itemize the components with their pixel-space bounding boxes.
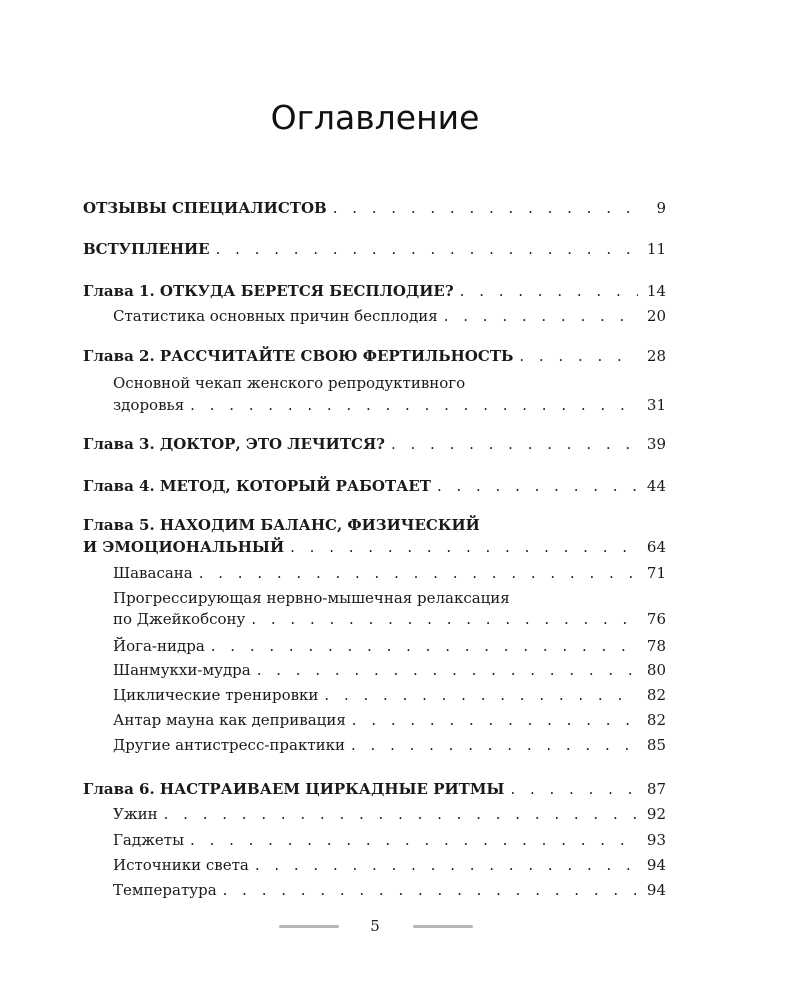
toc-entry-page: 85 [646,736,666,754]
page-number: 5 [370,917,380,935]
toc-subentry[interactable] [113,304,666,328]
dot-leader [352,708,638,732]
toc-subentry[interactable] [113,658,666,682]
dot-leader [211,634,638,658]
toc-subentry[interactable] [113,853,666,877]
toc-entry-label: Глава 6. НАСТРАИВАЕМ ЦИРКАДНЫЕ РИТМЫ [83,780,505,798]
toc-entry-label: Глава 3. ДОКТОР, ЭТО ЛЕЧИТСЯ? [83,435,385,453]
toc-entry-label: ВСТУПЛЕНИЕ [83,240,210,258]
toc-subentry[interactable] [113,733,666,757]
dot-leader [190,393,638,417]
toc-entry-label: Статистика основных причин бесплодия [113,307,438,325]
toc-entry-page: 31 [646,396,666,414]
dot-leader [251,607,638,631]
toc-subentry[interactable] [113,393,666,417]
toc-entry[interactable] [83,237,666,261]
footer-divider-right [413,925,473,928]
dot-leader [444,304,638,328]
toc-subentry[interactable] [113,683,666,707]
dot-leader [460,279,638,303]
toc-entry[interactable] [83,344,666,368]
toc-entry-page: 87 [646,780,666,798]
toc-entry-label: Источники света [113,856,249,874]
toc-entry-page: 28 [646,347,666,365]
dot-leader [510,777,638,801]
dot-leader [257,658,638,682]
toc-entry[interactable] [83,279,666,303]
toc-entry-label: ОТЗЫВЫ СПЕЦИАЛИСТОВ [83,199,327,217]
toc-entry[interactable] [83,535,666,559]
toc-entry-label: Температура [113,881,217,899]
toc-entry-label: Другие антистресс-практики [113,736,345,754]
dot-leader [290,535,638,559]
toc-entry-page: 82 [646,711,666,729]
page-footer [0,914,750,938]
toc-entry-label: Шавасана [113,564,193,582]
toc-entry-label: по Джейкобсону [113,610,246,628]
toc-entry-label: Шанмукхи-мудра [113,661,251,679]
footer-divider-left [279,925,339,928]
toc-subentry[interactable] [113,708,666,732]
toc-entry-page: 64 [646,538,666,556]
toc-entry-label: Глава 4. МЕТОД, КОТОРЫЙ РАБОТАЕТ [83,477,431,495]
toc-subentry[interactable] [113,828,666,852]
toc-entry-page: 93 [646,831,666,849]
toc-subentry-first-line[interactable]: Основной чекап женского репродуктивного [113,374,466,392]
toc-entry[interactable] [83,432,666,456]
toc-entry-page: 80 [646,661,666,679]
toc-entry-page: 44 [646,477,666,495]
toc-entry-label: Глава 1. ОТКУДА БЕРЕТСЯ БЕСПЛОДИЕ? [83,282,454,300]
toc-entry-page: 9 [656,199,666,217]
dot-leader [199,561,638,585]
toc-entry-page: 92 [646,805,666,823]
dot-leader [223,878,638,902]
toc-entry-page: 76 [646,610,666,628]
toc-entry-page: 71 [646,564,666,582]
toc-entry-label: Антар мауна как депривация [113,711,346,729]
toc-entry-label: Йога-нидра [113,637,205,655]
toc-entry-label: И ЭМОЦИОНАЛЬНЫЙ [83,538,285,556]
dot-leader [519,344,638,368]
toc-entry-label: Циклические тренировки [113,686,319,704]
dot-leader [333,196,638,220]
dot-leader [216,237,638,261]
toc-subentry[interactable] [113,878,666,902]
toc-entry-page: 94 [646,881,666,899]
toc-subentry[interactable] [113,634,666,658]
toc-entry[interactable] [83,777,666,801]
toc-entry-page: 82 [646,686,666,704]
toc-entry-label: Глава 2. РАССЧИТАЙТЕ СВОЮ ФЕРТИЛЬНОСТЬ [83,347,514,365]
dot-leader [391,432,638,456]
toc-entry-label: здоровья [113,396,185,414]
toc-subentry[interactable] [113,607,666,631]
toc-subentry-first-line[interactable]: Прогрессирующая нервно-мышечная релаксация [113,589,510,607]
toc-entry[interactable] [83,196,666,220]
page-title: Оглавление [270,98,480,137]
toc-entry-label: Ужин [113,805,158,823]
dot-leader [437,474,638,498]
toc-entry[interactable] [83,474,666,498]
dot-leader [255,853,638,877]
toc-entry-first-line[interactable]: Глава 5. НАХОДИМ БАЛАНС, ФИЗИЧЕСКИЙ [83,516,480,534]
toc-entry-page: 14 [646,282,666,300]
dot-leader [324,683,638,707]
toc-entry-page: 39 [646,435,666,453]
toc-entry-page: 11 [646,240,666,258]
dot-leader [351,733,638,757]
toc-subentry[interactable] [113,561,666,585]
toc-entry-page: 78 [646,637,666,655]
toc-entry-page: 94 [646,856,666,874]
toc-entry-page: 20 [646,307,666,325]
dot-leader [190,828,638,852]
dot-leader [164,802,638,826]
toc-entry-label: Гаджеты [113,831,185,849]
toc-subentry[interactable] [113,802,666,826]
